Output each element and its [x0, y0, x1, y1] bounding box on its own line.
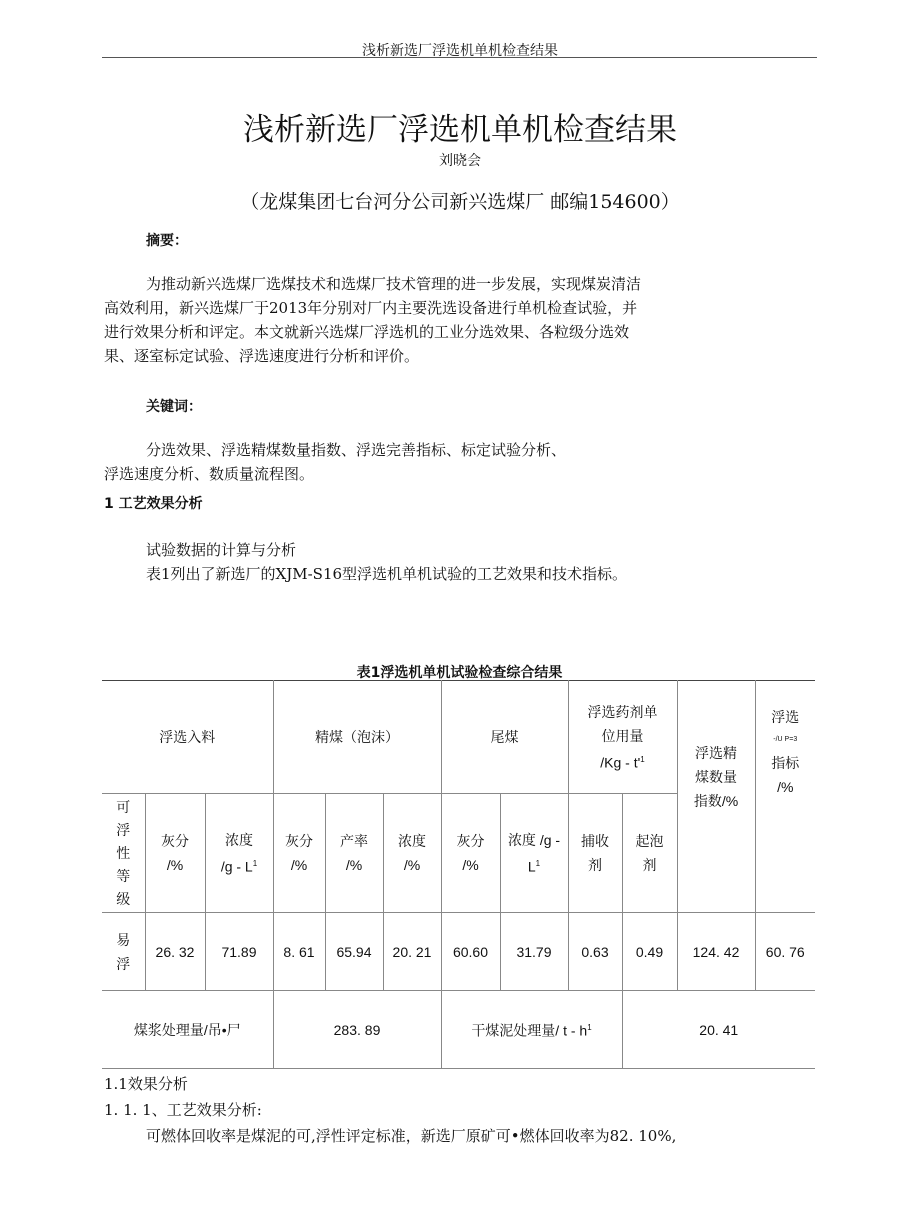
group-concentrate: 精煤（泡沫）	[273, 681, 441, 794]
group-reagent: 浮选药剂单 位用量 $/Kg - t'^1$	[568, 681, 677, 794]
cell: 60.60	[441, 913, 500, 991]
subsection-heading: 1.1效果分析	[104, 1075, 188, 1093]
cell: 0.49	[622, 913, 677, 991]
table-row	[102, 913, 815, 991]
results-table	[102, 680, 815, 1069]
slurry-value: 283. 89	[273, 991, 441, 1069]
abstract-line: 进行效果分析和评定。本文就新兴选煤厂浮选机的工业分选效果、各粒级分选效	[104, 323, 630, 341]
header-conc-conc: 浓度 /%	[383, 794, 441, 913]
intro-line: 表1列出了新选厂的XJM-S16型浮选机单机试验的工艺效果和技术指标。	[146, 565, 628, 583]
header-divider	[102, 57, 817, 58]
cell: 8. 61	[273, 913, 325, 991]
header-tail-conc: 浓度 $/g - L^1$	[500, 794, 568, 913]
header-grade: 可 浮 性 等 级	[102, 794, 145, 913]
header-tail-ash: 灰分 /%	[441, 794, 500, 913]
slurry-label: 煤浆处理量/吊•尸	[102, 991, 273, 1069]
abstract-body	[104, 272, 641, 368]
abstract-line: 果、逐室标定试验、浮选速度进行分析和评价。	[104, 347, 420, 365]
header-clean-coal-index: 浮选精 煤数量 指数/%	[677, 681, 755, 913]
author: 刘晓会	[439, 153, 481, 169]
keywords-line: 浮选速度分析、数质量流程图。	[104, 465, 315, 483]
abstract-line: 为推动新兴选煤厂选煤技术和选煤厂技术管理的进一步发展，实现煤炭清洁	[146, 275, 642, 293]
section-heading: 1 工艺效果分析	[104, 496, 203, 512]
keywords-body	[104, 438, 566, 486]
body-line: 可燃体回收率是煤泥的可,浮性评定标准，新选厂原矿可•燃体回收率为82. 10%,	[146, 1127, 677, 1145]
dry-slime-label: 干煤泥处理量/ t - $h^1$	[441, 991, 622, 1069]
cell: 71.89	[205, 913, 273, 991]
table-caption: 表1浮选机单机试验检查综合结果	[356, 665, 563, 681]
keywords-line: 分选效果、浮选精煤数量指数、浮选完善指标、标定试验分析、	[146, 441, 567, 459]
abstract-line: 高效利用，新兴选煤厂于2013年分别对厂内主要洗选设备进行单机检查试验，并	[104, 299, 638, 317]
header-feed-conc: 浓度 $/g - L^1$	[205, 794, 273, 913]
table-footer-row	[102, 991, 815, 1069]
header-conc-yield: 产率 /%	[325, 794, 383, 913]
cell: 65.94	[325, 913, 383, 991]
dry-slime-value: 20. 41	[622, 991, 815, 1069]
group-tailings: 尾煤	[441, 681, 568, 794]
cell: 124. 42	[677, 913, 755, 991]
intro-line: 试验数据的计算与分析	[146, 541, 297, 559]
cell: 26. 32	[145, 913, 205, 991]
grade-cell: 易 浮	[102, 913, 145, 991]
abstract-label: 摘要：	[146, 233, 188, 249]
header-feed-ash: 灰分 /%	[145, 794, 205, 913]
subsubsection-heading: 1. 1. 1、工艺效果分析:	[104, 1101, 262, 1119]
keywords-label: 关键词：	[146, 399, 202, 415]
header-conc-ash: 灰分 /%	[273, 794, 325, 913]
cell: 0.63	[568, 913, 622, 991]
header-collector: 捕收 剂	[568, 794, 622, 913]
header-perfection-index: 浮选 -/U P=3 指标 /%	[755, 681, 815, 913]
cell: 60. 76	[755, 913, 815, 991]
running-header: 浅析新选厂浮选机单机检查结果	[362, 43, 558, 59]
affiliation: （龙煤集团七台河分公司新兴选煤厂 邮编154600）	[240, 191, 680, 213]
group-feed: 浮选入料	[102, 681, 273, 794]
intro-text	[146, 538, 627, 586]
cell: 31.79	[500, 913, 568, 991]
header-frother: 起泡 剂	[622, 794, 677, 913]
page-title: 浅析新选厂浮选机单机检查结果	[243, 112, 677, 148]
cell: 20. 21	[383, 913, 441, 991]
